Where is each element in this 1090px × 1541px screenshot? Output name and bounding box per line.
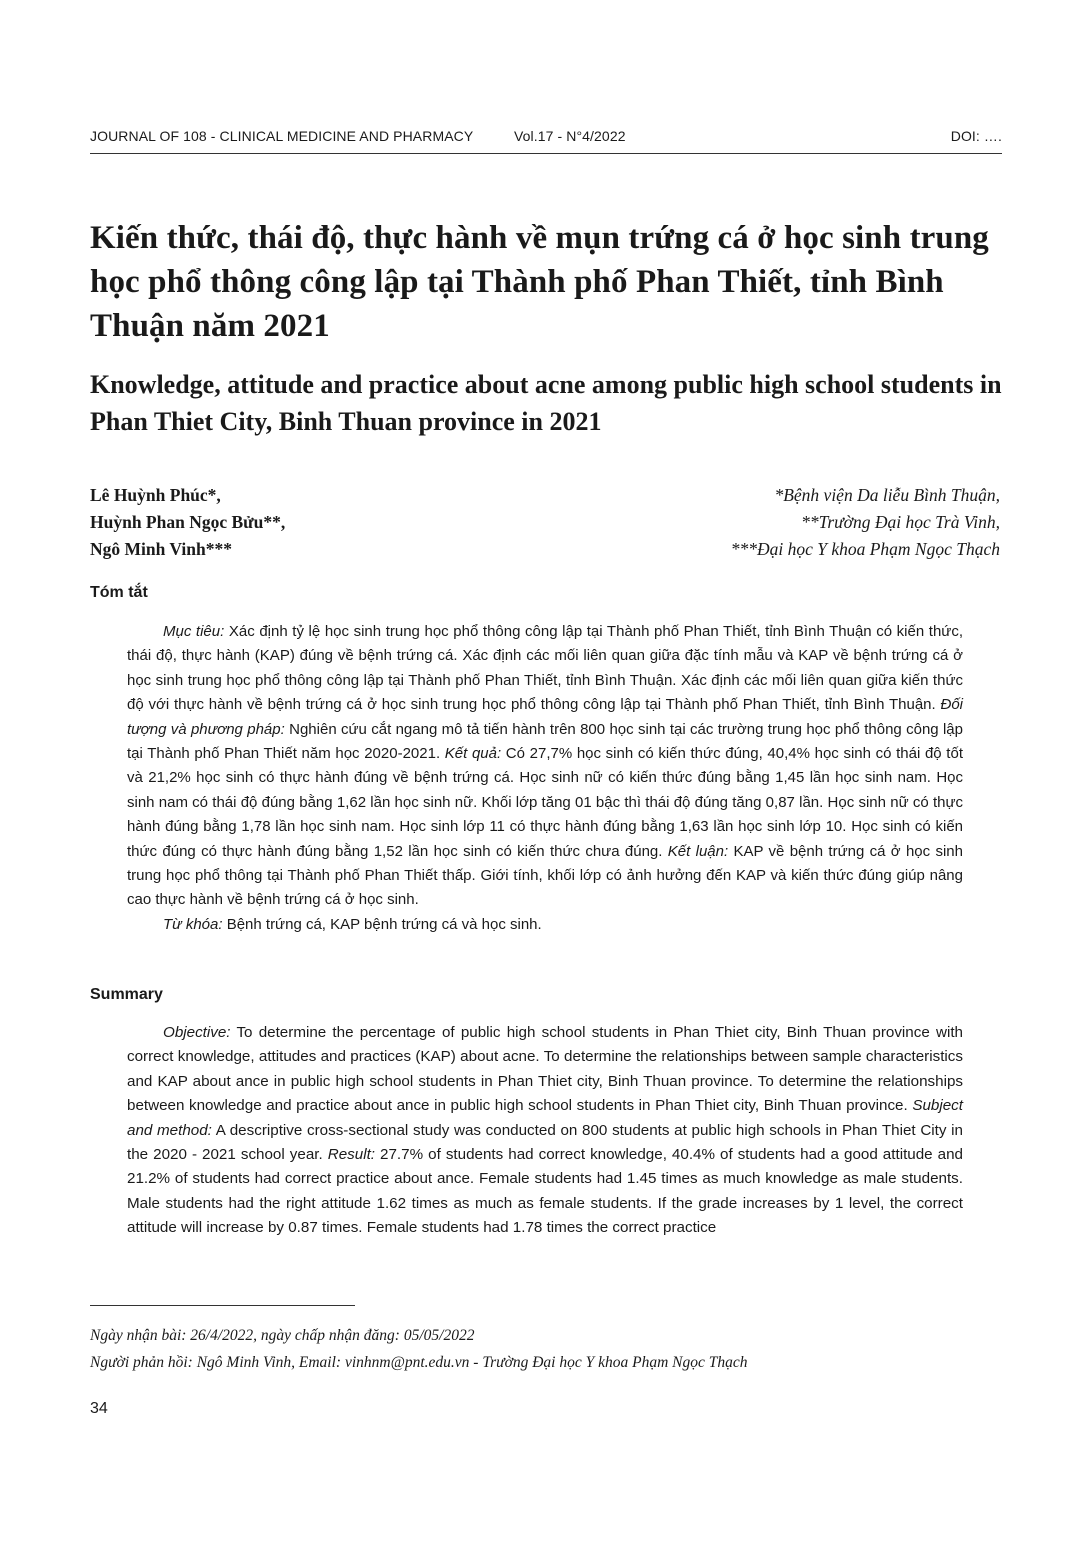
footnote-correspondence: Người phản hồi: Ngô Minh Vinh, Email: vinhnm@pnt.edu.vn - Trường Đại học Y khoa Phạm Ngọc Thạch xyxy=(90,1354,748,1371)
result-label-en: Result: xyxy=(327,1146,376,1164)
title-vietnamese: Kiến thức, thái độ, thực hành về mụn trứng cá ở học sinh trung học phổ thông công lập tại Thành phố Phan Thiết, tỉnh Bình Thuận năm 2021 xyxy=(90,220,989,344)
abstract-english xyxy=(127,1021,963,1241)
method-text-vi: Nghiên cứu cắt ngang mô tả tiến hành trên 800 học sinh tại các trường trung học phổ thông công lập tại Thành phố Phan Thiết năm học 2020-2021. xyxy=(127,720,963,763)
affiliation-2: **Trường Đại học Trà Vinh, xyxy=(801,512,1000,532)
footnotes xyxy=(90,1322,747,1376)
author-1: Lê Huỳnh Phúc*, xyxy=(90,485,221,505)
journal-name: JOURNAL OF 108 - CLINICAL MEDICINE AND PHARMACY xyxy=(90,128,474,144)
affiliation-list xyxy=(731,482,1000,563)
abstract-vi-body xyxy=(127,620,963,913)
result-text-vi: Có 27,7% học sinh có kiến thức đúng, 40,4% học sinh có thái độ tốt và 21,2% học sinh có thực hành đúng về bệnh trứng cá. Học sinh nữ có kiến thức đúng bằng 1,45 lần học sinh nam. Học sinh nam có thái độ đúng bằng 1,62 lần học sinh nữ. Khối lớp tăng 01 bậc thì thái độ đúng tăng 0,87 lần. Học sinh nữ có thực hành đúng bằng 1,78 lần học sinh nam. Học sinh lớp 11 có thực hành đúng bằng 1,63 lần học sinh lớp 10. Học sinh có kiến thức đúng có thực hành đúng bằng 1,52 lần học sinh có kiến thức chưa đúng. xyxy=(127,745,963,860)
abstract-en-heading: Summary xyxy=(90,986,163,1003)
objective-label-vi: Mục tiêu: xyxy=(163,623,225,640)
affiliation-3: ***Đại học Y khoa Phạm Ngọc Thạch xyxy=(730,539,1000,559)
result-label-vi: Kết quả: xyxy=(444,745,502,763)
journal-volume: Vol.17 - N°4/2022 xyxy=(514,128,626,144)
author-3: Ngô Minh Vinh*** xyxy=(90,539,232,559)
running-header xyxy=(90,128,1002,154)
header-divider xyxy=(90,153,1002,154)
keywords-vi xyxy=(127,913,963,937)
affiliation-1: *Bệnh viện Da liễu Bình Thuận, xyxy=(774,485,1000,505)
author-list xyxy=(90,482,285,563)
objective-label-en: Objective: xyxy=(163,1024,231,1041)
doi-label: DOI: …. xyxy=(950,128,1002,144)
conclusion-text-vi: KAP về bệnh trứng cá ở học sinh trung học phổ thông tại Thành phố Phan Thiết thấp. Giới tính, khối lớp có ảnh hưởng đến KAP và kiến thức đúng giúp nâng cao thực hành về bệnh trứng cá ở học sinh. xyxy=(127,842,963,909)
author-2: Huỳnh Phan Ngọc Bửu**, xyxy=(90,512,286,532)
page-number: 34 xyxy=(90,1400,108,1417)
objective-text-en: To determine the percentage of public high school students in Phan Thiet city, Binh Thuan province with correct knowledge, attitudes and practices (KAP) about acne. To determine the relationships between sample characteristics and KAP about ance in public high school students in Phan Thiet city, Binh Thuan province. To determine the relationships between knowledge and practice about ance in public high school students in Phan Thiet city, Binh Thuan province. xyxy=(127,1024,963,1115)
method-label-en: Subject and method: xyxy=(127,1097,963,1139)
keywords-label-vi: Từ khóa: xyxy=(163,915,223,933)
footnote-divider xyxy=(90,1305,355,1306)
result-text-en: 27.7% of students had correct knowledge, 40.4% of students had a good attitude and 21.2% of students had correct practice about ance. Female students had 1.45 times as much knowledge as male students. Male students had the right attitude 1.62 times as much as female students. If the grade increases by 1 level, the correct attitude will increase by 0.87 times. Female students had 1.78 times the correct practice xyxy=(127,1146,963,1237)
objective-text-vi: Xác định tỷ lệ học sinh trung học phổ thông công lập tại Thành phố Phan Thiết, tỉnh Bình Thuận có kiến thức, thái độ, thực hành (KAP) đúng về bệnh trứng cá. Xác định các mối liên quan giữa đặc tính mẫu và KAP về bệnh trứng cá ở học sinh trung học phổ thông công lập tại Thành phố Phan Thiết, tỉnh Bình Thuận. Xác định các mối liên quan giữa kiến thức độ với thực hành về bệnh trứng cá ở học sinh trung học phổ thông công lập tại Thành phố Phan Thiết, tỉnh Bình Thuận. xyxy=(127,623,964,714)
keywords-text-vi: Bệnh trứng cá, KAP bệnh trứng cá và học sinh. xyxy=(222,915,542,933)
footnote-dates: Ngày nhận bài: 26/4/2022, ngày chấp nhận đăng: 05/05/2022 xyxy=(90,1327,475,1344)
abstract-en-body xyxy=(127,1021,963,1241)
method-label-vi: Đối tượng và phương pháp: xyxy=(127,696,963,738)
method-text-en: A descriptive cross-sectional study was conducted on 800 students at public high schools in Phan Thiet City in the 2020 - 2021 school year. xyxy=(127,1121,963,1164)
title-english: Knowledge, attitude and practice about acne among public high school students in Phan Thiet City, Binh Thuan province in 2021 xyxy=(90,370,1002,436)
abstract-vietnamese xyxy=(127,620,963,937)
conclusion-label-vi: Kết luận: xyxy=(667,842,729,860)
abstract-vi-heading: Tóm tắt xyxy=(90,584,148,601)
